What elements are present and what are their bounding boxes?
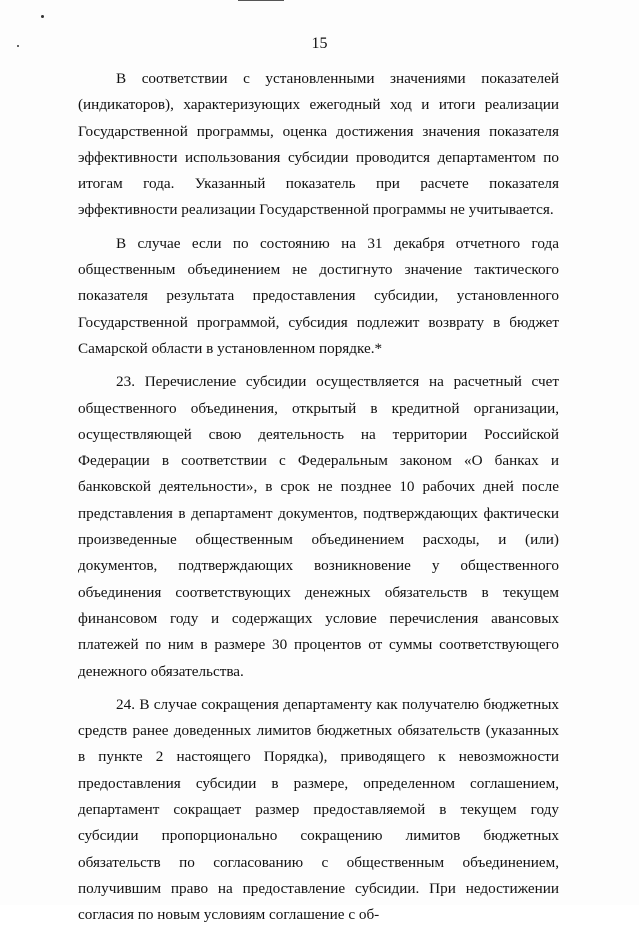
paragraph-subsidy-refund: В случае если по состоянию на 31 декабря отчетного года общественным объединением не достигнуто значение тактического показателя результата предоставления субсидии, установленного Государственной программой, субсидия подлежит возврату в бюджет Самарской области в установленном порядке.*	[78, 234, 559, 357]
paragraph-23-transfer: 23. Перечисление субсидии осуществляется на расчетный счет общественного объединения, открытый в кредитной организации, осуществляющей свою деятельность на территории Российской Федерации в соответствии с Федеральным законом «О банках и банковской деятельности», в срок не позднее 10 рабочих дней после представления в департамент документов, подтверждающих фактически произведенные общественным объединением расходы, и (или) документов, подтверждающих возникновение у общественного объединения соответствующих денежных обязательств в текущем финансовом году и содержащих условие перечисления авансовых платежей по ним в размере 30 процентов от суммы соответствующего денежного обязательства.	[78, 373, 559, 680]
paragraph-24-reduction: 24. В случае сокращения департаменту как получателю бюджетных средств ранее доведенных лимитов бюджетных обязательств (указанных в пункте 2 настоящего Порядка), приводящего к невозможности предоставления субсидии в размере, определенном соглашением, департамент сокращает размер предоставляемой в текущем году субсидии пропорционально сокращению лимитов бюджетных обязательств по согласованию с общественным объединением, получившим право на предоставление субсидии. При недостижении согласия по новым условиям соглашение с об-	[78, 695, 559, 924]
scan-speck	[41, 15, 44, 18]
scan-edge-line	[238, 0, 284, 1]
paragraph-indicators-assessment: В соответствии с установленными значениями показателей (индикаторов), характеризующих ежегодный ход и итоги реализации Государственной программы, оценка достижения значения показателя эффективности использования субсидии проводится департаментом по итогам года. Указанный показатель при расчете показателя эффективности реализации Государственной программы не учитывается.	[78, 70, 559, 219]
page-number: 15	[311, 35, 328, 52]
body-text	[78, 66, 559, 936]
